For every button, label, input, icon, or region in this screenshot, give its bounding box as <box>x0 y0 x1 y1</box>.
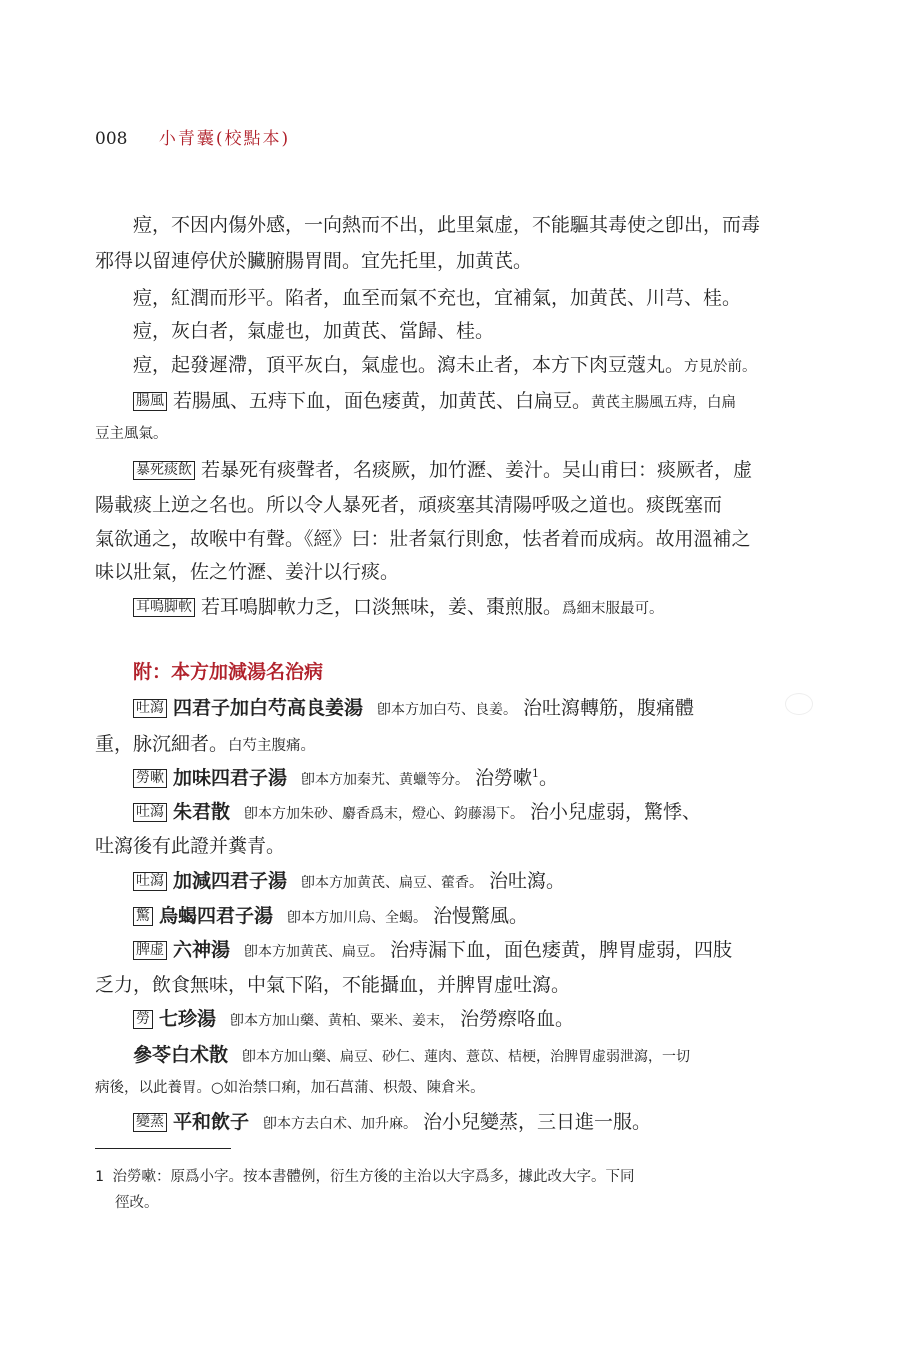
formula-note: 卽本方加朱砂、麝香爲末，燈心、鈞藤湯下。 <box>244 806 525 822</box>
watermark-icon <box>785 693 813 715</box>
paragraph-line: 痘，不因内傷外感，一向熱而不出，此里氣虚，不能驅其毒使之卽出，而毒 <box>133 214 761 236</box>
formula-note: 卽本方去白术、加升麻。 <box>263 1116 418 1132</box>
entry-line: 吐瀉後有此證并糞青。 <box>95 835 286 857</box>
paragraph-text: 若耳鳴脚軟力乏，口淡無味，姜、棗煎服。 <box>201 596 563 618</box>
paragraph-text: 痘，起發遲滯，頂平灰白，氣虚也。瀉未止者，本方下肉豆蔻丸。 <box>133 354 685 376</box>
formula-note: 卽本方加山藥、黄柏、粟米、姜末， <box>230 1013 455 1029</box>
paragraph-line: 氣欲通之，故喉中有聲。《經》曰：壯者氣行則愈，怯者着而成病。故用溫補之 <box>95 528 751 550</box>
formula-name: 六神湯 <box>173 939 231 961</box>
topic-box: 吐瀉 <box>133 872 167 891</box>
topic-box: 變蒸 <box>133 1113 167 1132</box>
formula-name: 平和飲子 <box>173 1111 250 1133</box>
topic-box: 吐瀉 <box>133 699 167 718</box>
footnote-line: 1 治勞嗽：原爲小字。按本書體例，衍生方後的主治以大字爲多，據此改大字。下同 <box>95 1169 635 1185</box>
formula-note: 卽本方加秦艽、黄蠟等分。 <box>301 772 470 788</box>
page-number: 008 <box>95 129 128 149</box>
formula-note: 卽本方加川烏、全蝎。 <box>287 910 428 926</box>
paragraph-line: 痘，紅潤而形平。陷者，血至而氣不充也，宜補氣，加黄芪、川芎、桂。 <box>133 287 742 309</box>
formula-note: 卽本方加山藥、扁豆、砂仁、蓮肉、薏苡、桔梗，治脾胃虚弱泄瀉，一切 <box>242 1049 691 1065</box>
formula-name: 加減四君子湯 <box>173 870 288 892</box>
entry-text: 治小兒變蒸，三日進一服。 <box>423 1111 652 1133</box>
topic-box: 腸風 <box>133 392 167 411</box>
entry-text: 治小兒虚弱，驚悸、 <box>530 801 702 823</box>
formula-note: 卽本方加白芍、良姜。 <box>377 702 518 718</box>
entry-line: 病後，以此養胃。○如治禁口痢，加石菖蒲、枳殼、陳倉米。 <box>95 1080 485 1096</box>
formula-name: 參苓白术散 <box>133 1044 229 1066</box>
entry-text: 治吐瀉轉筋，腹痛體 <box>523 697 695 719</box>
entry-line <box>133 935 732 962</box>
section-title: 附：本方加減湯名治病 <box>133 661 324 683</box>
formula-name: 烏蝎四君子湯 <box>159 905 274 927</box>
paragraph-line: 味以壯氣，佐之竹瀝、姜汁以行痰。 <box>95 561 400 583</box>
footnote-line: 徑改。 <box>115 1195 159 1211</box>
paragraph-line: 豆主風氣。 <box>95 426 168 442</box>
topic-box: 暴死痰飲 <box>133 461 195 480</box>
book-title: 小青囊(校點本) <box>158 129 291 149</box>
paragraph-line: 痘，灰白者，氣虚也，加黄芪、當歸、桂。 <box>133 320 495 342</box>
paragraph-line: 邪得以留連停伏於臟腑腸胃間。宜先托里，加黄芪。 <box>95 250 533 272</box>
entry-text: 治吐瀉。 <box>489 870 566 892</box>
entry-line <box>133 797 701 824</box>
small-note: 方見於前。 <box>684 359 757 375</box>
formula-note: 卽本方加黄芪、扁豆、藿香。 <box>301 875 484 891</box>
entry-line <box>133 901 528 928</box>
topic-box: 脾虚 <box>133 941 167 960</box>
entry-line <box>133 1040 696 1067</box>
small-note: 爲細末服最可。 <box>562 601 664 617</box>
topic-box: 勞嗽 <box>133 769 167 788</box>
entry-line <box>133 1107 651 1134</box>
small-note: 黄芪主腸風五痔，白扁 <box>591 395 737 411</box>
footnote-ref: 1 <box>532 767 540 780</box>
page-header <box>95 124 290 149</box>
topic-box: 耳鳴脚軟 <box>133 598 195 617</box>
entry-line <box>133 693 694 720</box>
entry-line <box>133 1004 574 1031</box>
paragraph-line: 陽載痰上逆之名也。所以令人暴死者，頑痰塞其清陽呼吸之道也。痰旣塞而 <box>95 494 723 516</box>
entry-text: 治慢驚風。 <box>433 905 529 927</box>
formula-name: 四君子加白芍高良姜湯 <box>173 697 364 719</box>
entry-text: 重，脉沉細者。 <box>95 733 229 755</box>
entry-line <box>95 729 315 756</box>
entry-line <box>133 866 565 893</box>
entry-line <box>133 763 558 790</box>
entry-line: 乏力，飲食無味，中氣下陷，不能攝血，并脾胃虚吐瀉。 <box>95 974 571 996</box>
paragraph-text: 若腸風、五痔下血，面色痿黄，加黄芪、白扁豆。 <box>173 390 592 412</box>
paragraph-line <box>133 350 757 377</box>
paragraph-line <box>133 455 752 482</box>
formula-name: 七珍湯 <box>159 1008 217 1030</box>
topic-box: 勞 <box>133 1010 153 1029</box>
entry-text: 治勞瘵咯血。 <box>460 1008 575 1030</box>
topic-box: 驚 <box>133 907 153 926</box>
paragraph-text: 若暴死有痰聲者，名痰厥，加竹瀝、姜汁。吴山甫曰：痰厥者，虚 <box>201 459 753 481</box>
formula-name: 朱君散 <box>173 801 231 823</box>
entry-tail: 。 <box>539 767 559 789</box>
paragraph-line <box>133 386 736 413</box>
entry-text: 治痔漏下血，面色痿黄，脾胃虚弱，四肢 <box>390 939 733 961</box>
paragraph-line <box>133 592 664 619</box>
formula-name: 加味四君子湯 <box>173 767 288 789</box>
formula-note: 卽本方加黄芪、扁豆。 <box>244 944 385 960</box>
small-note: 白芍主腹痛。 <box>228 738 316 754</box>
entry-text: 治勞嗽 <box>475 767 533 789</box>
footnote-divider <box>95 1148 231 1149</box>
topic-box: 吐瀉 <box>133 803 167 822</box>
